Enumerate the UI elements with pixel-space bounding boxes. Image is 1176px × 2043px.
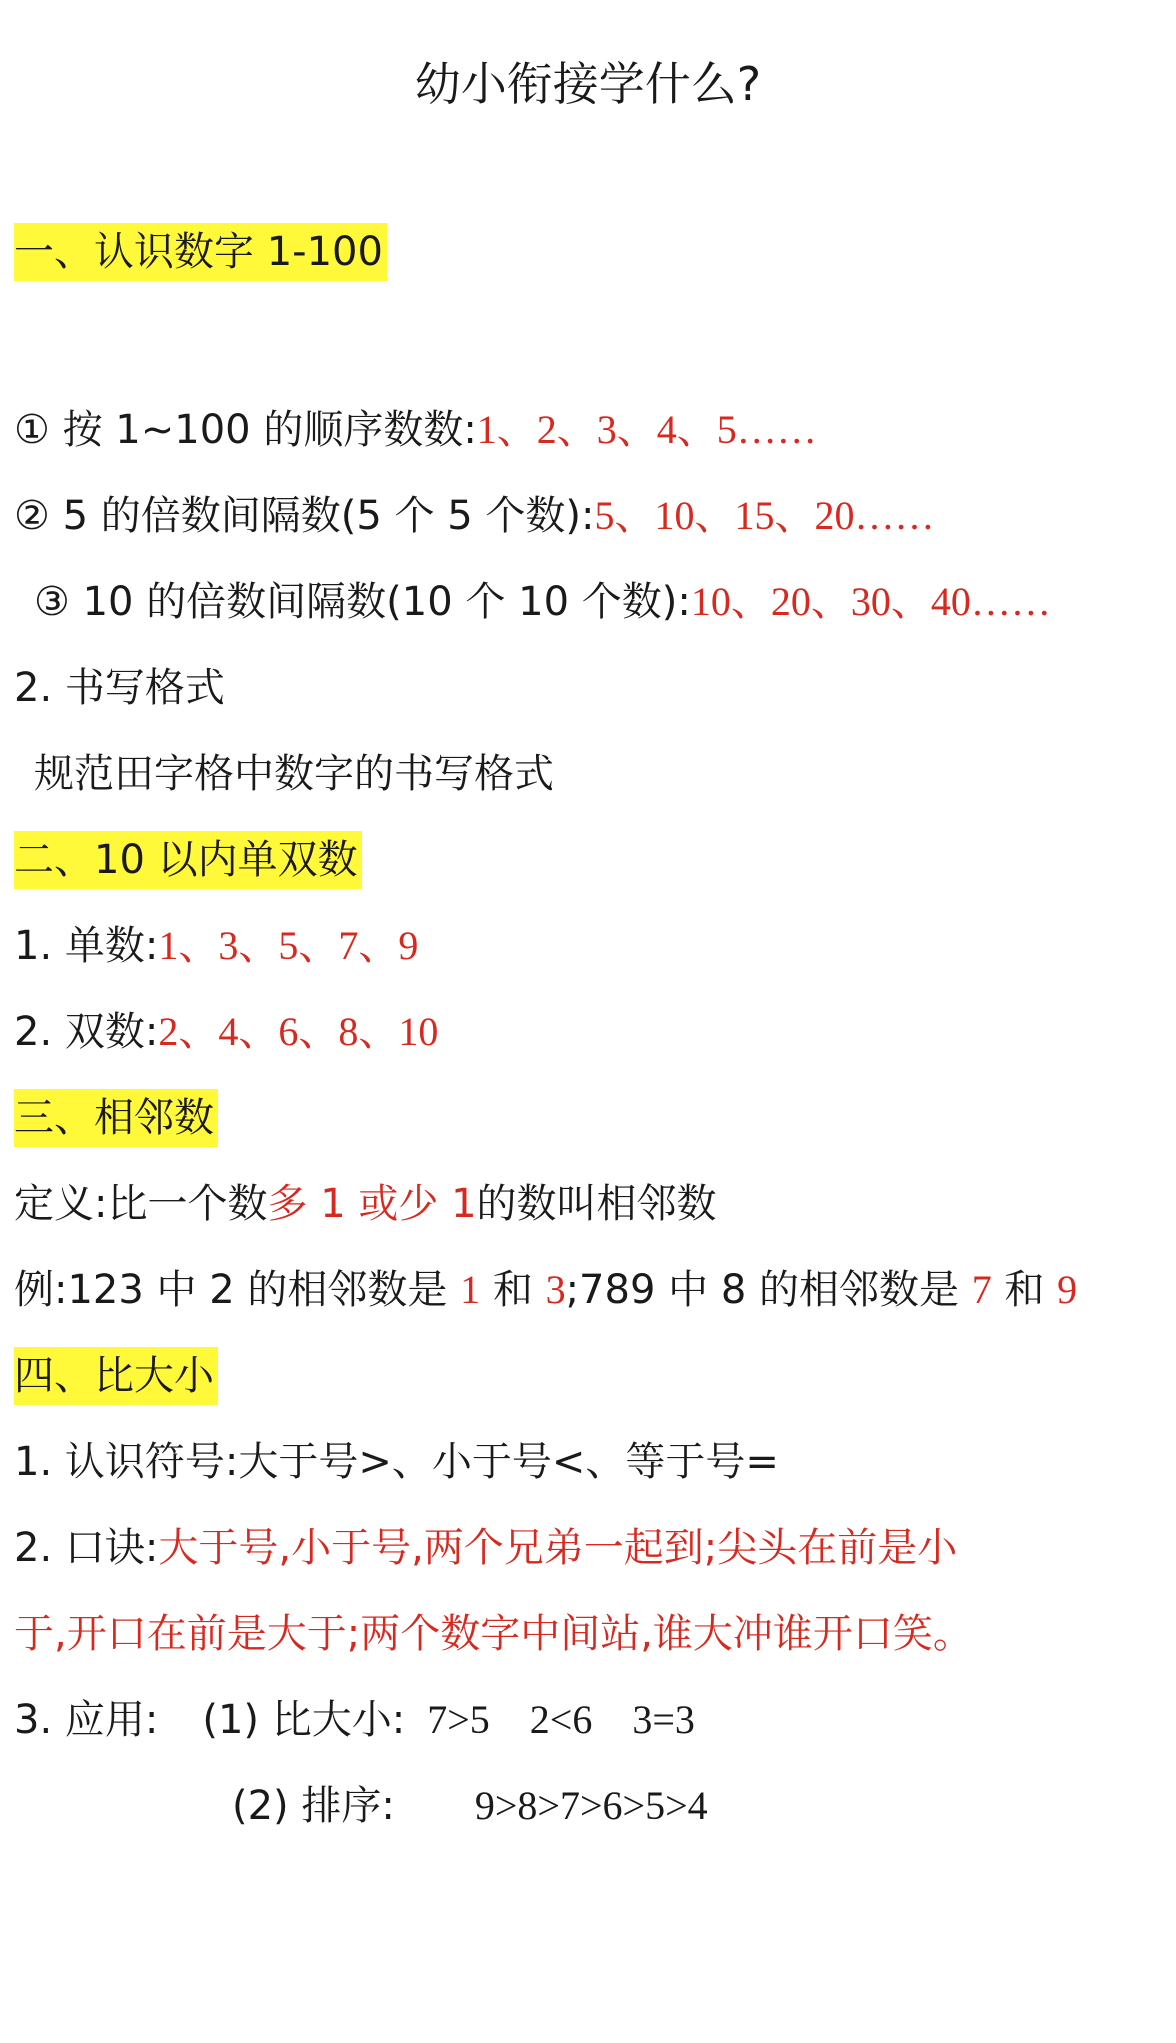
writing-format-heading: 2. 书写格式 — [14, 665, 225, 711]
neighbor-example — [14, 1262, 1077, 1318]
neighbor-definition — [14, 1176, 717, 1232]
count-item-2-label: ② 5 的倍数间隔数(5 个 5 个数): — [14, 493, 595, 539]
section-4-heading — [14, 1348, 218, 1404]
count-item-1-label: ① 按 1~100 的顺序数数: — [14, 407, 477, 453]
section-3-heading — [14, 1090, 218, 1146]
section-2-heading — [14, 832, 362, 888]
writing-format-text: 规范田字格中数字的书写格式 — [34, 751, 554, 797]
apply-1-value: 7>5 2<6 3=3 — [427, 1697, 695, 1742]
apply-line-2 — [232, 1778, 708, 1834]
rhyme-line-2: 于,开口在前是大于;两个数字中间站,谁大冲谁开口笑。 — [14, 1611, 973, 1657]
example-part-4: 和 — [991, 1267, 1058, 1313]
section-4-heading-text: 四、比大小 — [14, 1347, 218, 1405]
symbols-line: 1. 认识符号:大于号>、小于号<、等于号= — [14, 1439, 779, 1485]
rhyme-label: 2. 口诀: — [14, 1525, 159, 1571]
count-item-1-value: 1、2、3、4、5…… — [476, 407, 817, 452]
count-item-3 — [34, 574, 1051, 630]
rhyme-text-1: 大于号,小于号,两个兄弟一起到;尖头在前是小 — [158, 1525, 958, 1571]
example-part-2: 和 — [480, 1267, 546, 1313]
example-value-2: 3 — [545, 1267, 566, 1312]
page-title: 幼小衔接学什么? — [414, 57, 762, 111]
even-numbers-value: 2、4、6、8、10 — [158, 1009, 439, 1054]
definition-suffix: 的数叫相邻数 — [476, 1181, 717, 1227]
count-item-1 — [14, 402, 817, 458]
apply-1-label: (1) 比大小: — [202, 1697, 406, 1743]
section-2-heading-text: 二、10 以内单双数 — [14, 831, 362, 889]
even-numbers-label: 2. 双数: — [14, 1009, 159, 1055]
rhyme-line-1 — [14, 1520, 957, 1576]
definition-highlight: 多 1 或少 1 — [267, 1181, 477, 1227]
apply-label: 3. 应用: — [14, 1697, 159, 1743]
apply-2-label: (2) 排序: — [232, 1783, 395, 1829]
section-1-heading — [14, 224, 387, 280]
example-value-4: 9 — [1057, 1267, 1078, 1312]
section-1-heading-text: 一、认识数字 1-100 — [14, 223, 387, 281]
count-item-2-value: 5、10、15、20…… — [594, 493, 935, 538]
odd-numbers — [14, 918, 418, 974]
example-value-1: 1 — [460, 1267, 481, 1312]
even-numbers — [14, 1004, 438, 1060]
example-value-3: 7 — [971, 1267, 992, 1312]
odd-numbers-value: 1、3、5、7、9 — [158, 923, 419, 968]
example-part-3: ;789 中 8 的相邻数是 — [565, 1267, 972, 1313]
section-3-heading-text: 三、相邻数 — [14, 1089, 218, 1147]
count-item-3-value: 10、20、30、40…… — [690, 579, 1051, 624]
count-item-3-label: ③ 10 的倍数间隔数(10 个 10 个数): — [34, 579, 691, 625]
apply-2-value: 9>8>7>6>5>4 — [474, 1783, 708, 1828]
apply-line-1 — [14, 1692, 695, 1748]
example-part-1: 例:123 中 2 的相邻数是 — [14, 1267, 461, 1313]
count-item-2 — [14, 488, 934, 544]
odd-numbers-label: 1. 单数: — [14, 923, 159, 969]
definition-prefix: 定义:比一个数 — [14, 1181, 268, 1227]
